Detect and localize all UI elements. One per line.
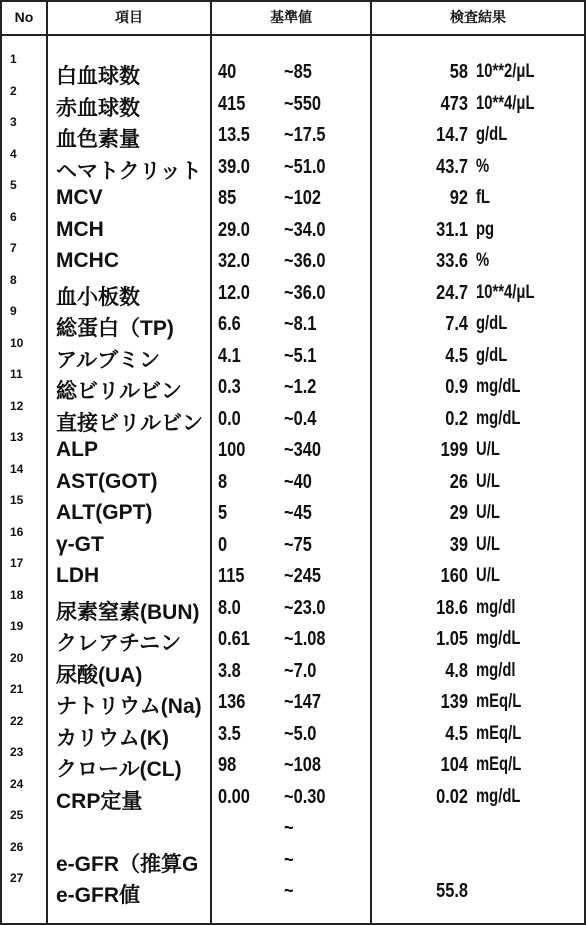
row-number: 27 — [10, 871, 24, 885]
reference-high: ~34.0 — [284, 218, 326, 241]
result-unit: 10**2/μL — [476, 61, 535, 82]
result-value: 55.8 — [436, 880, 468, 902]
row-number: 22 — [10, 713, 24, 728]
row-number: 21 — [10, 682, 24, 696]
reference-low: 6.6 — [218, 313, 241, 335]
test-item-name: ALP — [56, 438, 98, 461]
reference-low: 8.0 — [218, 596, 241, 619]
table-row — [0, 650, 586, 689]
test-item-name: 尿素窒素(BUN) — [56, 600, 200, 624]
reference-low: 415 — [218, 92, 246, 115]
result-value: 26 — [449, 470, 468, 493]
row-number: 25 — [10, 808, 24, 822]
result-value: 7.4 — [445, 313, 468, 335]
table-row — [0, 745, 586, 783]
test-item-name: アルブミン — [56, 348, 161, 372]
table-row — [0, 272, 586, 311]
reference-high: ~ — [284, 880, 294, 902]
row-number: 20 — [10, 650, 24, 665]
result-value: 0.2 — [445, 407, 468, 430]
reference-low: 0 — [218, 533, 228, 556]
header-no: No — [14, 9, 34, 25]
table-row — [0, 241, 586, 279]
row-number: 12 — [10, 398, 24, 413]
table-row — [0, 839, 586, 878]
result-unit: 10**4/μL — [476, 281, 535, 303]
reference-low: 4.1 — [218, 344, 241, 367]
header-divider — [0, 34, 586, 36]
table-row — [0, 524, 586, 563]
row-number: 3 — [10, 115, 17, 129]
test-item-name: CRP定量 — [56, 789, 143, 813]
table-row — [0, 178, 586, 216]
row-number: 23 — [10, 745, 24, 759]
test-item-name: LDH — [56, 564, 100, 587]
test-item-name: ナトリウム(Na) — [56, 695, 202, 718]
reference-low: 98 — [218, 754, 237, 776]
reference-low: 3.5 — [218, 722, 241, 745]
result-unit: g/dL — [476, 124, 508, 145]
result-unit: U/L — [476, 470, 500, 492]
test-item-name: クロール(CL) — [56, 758, 182, 781]
reference-high: ~75 — [284, 533, 312, 556]
row-number: 5 — [10, 178, 17, 192]
test-item-name: e-GFR値 — [56, 884, 140, 907]
row-number: 4 — [10, 146, 17, 161]
table-row — [0, 619, 586, 657]
result-unit: fL — [476, 187, 490, 208]
result-value: 39 — [449, 533, 468, 556]
result-unit: % — [476, 250, 490, 271]
table-row — [0, 461, 586, 500]
reference-low: 0.61 — [218, 628, 250, 650]
table-row — [0, 335, 586, 374]
test-item-name: ALT(GPT) — [56, 501, 153, 524]
result-value: 160 — [440, 565, 468, 587]
reference-high: ~17.5 — [284, 124, 326, 146]
result-value: 31.1 — [436, 218, 468, 241]
header-result: 検査結果 — [450, 9, 506, 25]
result-unit: U/L — [476, 502, 500, 523]
test-item-name: 総ビリルビン — [56, 380, 182, 403]
table-row — [0, 83, 586, 122]
reference-high: ~550 — [284, 92, 321, 115]
reference-high: ~7.0 — [284, 659, 317, 682]
row-number: 24 — [10, 776, 24, 791]
test-item-name: AST(GOT) — [56, 469, 158, 493]
result-unit: mg/dL — [476, 376, 521, 397]
test-item-name: 直接ビリルビン — [56, 411, 203, 435]
result-unit: 10**4/μL — [476, 92, 535, 114]
reference-high: ~102 — [284, 187, 321, 209]
reference-high: ~ — [284, 848, 294, 871]
header-reference: 基準値 — [270, 9, 312, 25]
reference-low: 3.8 — [218, 659, 241, 682]
reference-high: ~5.0 — [284, 722, 317, 745]
reference-high: ~0.4 — [284, 407, 317, 430]
table-row — [0, 556, 586, 594]
test-item-name: 血色素量 — [56, 128, 140, 151]
reference-low: 136 — [218, 691, 246, 713]
result-unit: mEq/L — [476, 754, 522, 775]
reference-low: 0.0 — [218, 407, 241, 430]
table-row — [0, 587, 586, 626]
row-number: 18 — [10, 587, 24, 602]
reference-high: ~23.0 — [284, 596, 326, 619]
result-value: 24.7 — [436, 281, 468, 304]
table-row — [0, 776, 586, 815]
result-unit: mg/dL — [476, 785, 521, 807]
table-row — [0, 713, 586, 752]
reference-low: 0.00 — [218, 785, 250, 808]
row-number: 26 — [10, 839, 24, 854]
row-number: 9 — [10, 304, 17, 318]
result-unit: U/L — [476, 439, 500, 460]
test-item-name: MCV — [56, 186, 103, 209]
reference-low: 13.5 — [218, 124, 250, 146]
reference-low: 115 — [218, 565, 245, 587]
result-value: 33.6 — [436, 250, 468, 272]
result-value: 0.9 — [445, 376, 468, 398]
test-item-name: 白血球数 — [56, 65, 140, 88]
reference-low: 0.3 — [218, 376, 241, 398]
row-number: 6 — [10, 209, 17, 224]
result-value: 473 — [440, 92, 468, 115]
result-unit: U/L — [476, 565, 500, 586]
reference-high: ~1.2 — [284, 376, 317, 398]
reference-high: ~245 — [284, 565, 321, 587]
result-unit: mg/dL — [476, 628, 521, 649]
reference-high: ~5.1 — [284, 344, 317, 367]
result-unit: mg/dl — [476, 659, 516, 681]
reference-high: ~108 — [284, 754, 321, 776]
result-value: 58 — [449, 61, 468, 83]
result-value: 92 — [449, 187, 468, 209]
result-value: 18.6 — [436, 596, 468, 619]
table-row — [0, 682, 586, 720]
reference-high: ~ — [284, 817, 294, 839]
row-number: 8 — [10, 272, 17, 287]
reference-low: 12.0 — [218, 281, 250, 304]
result-value: 4.8 — [445, 659, 468, 682]
result-unit: g/dL — [476, 344, 508, 366]
result-unit: mEq/L — [476, 691, 522, 712]
table-row — [0, 146, 586, 185]
result-value: 104 — [440, 754, 468, 776]
reference-high: ~51.0 — [284, 155, 326, 178]
row-number: 10 — [10, 335, 24, 350]
row-number: 1 — [10, 52, 17, 66]
result-value: 14.7 — [436, 124, 468, 146]
row-number: 17 — [10, 556, 24, 570]
reference-high: ~1.08 — [284, 628, 326, 650]
test-item-name: ヘマトクリット — [56, 159, 202, 183]
table-row — [0, 398, 586, 437]
result-unit: mg/dL — [476, 407, 521, 429]
result-value: 43.7 — [436, 155, 468, 178]
result-value: 199 — [440, 439, 468, 461]
reference-high: ~36.0 — [284, 281, 326, 304]
reference-low: 39.0 — [218, 155, 250, 178]
result-unit: pg — [476, 218, 495, 240]
row-number: 7 — [10, 241, 17, 255]
table-row — [0, 808, 586, 846]
reference-high: ~147 — [284, 691, 321, 713]
test-item-name: カリウム(K) — [56, 726, 169, 750]
result-value: 4.5 — [445, 722, 468, 745]
reference-high: ~0.30 — [284, 785, 326, 808]
reference-low: 100 — [218, 439, 246, 461]
reference-high: ~36.0 — [284, 250, 326, 272]
result-value: 1.05 — [436, 628, 468, 650]
reference-low: 85 — [218, 187, 237, 209]
result-value: 29 — [449, 502, 468, 524]
reference-high: ~40 — [284, 470, 312, 493]
result-value: 0.02 — [436, 785, 468, 808]
reference-low: 5 — [218, 502, 228, 524]
reference-low: 8 — [218, 470, 228, 493]
reference-high: ~340 — [284, 439, 321, 461]
table-row — [0, 115, 586, 153]
result-value: 139 — [440, 691, 468, 713]
reference-low: 40 — [218, 61, 237, 83]
reference-high: ~45 — [284, 502, 312, 524]
test-item-name: 血小板数 — [56, 285, 140, 309]
test-item-name: e-GFR（推算G — [56, 852, 199, 876]
test-item-name: MCHC — [56, 249, 119, 272]
result-unit: U/L — [476, 533, 500, 555]
row-number: 2 — [10, 83, 17, 98]
row-number: 11 — [10, 367, 23, 381]
test-item-name: 赤血球数 — [56, 96, 140, 120]
header-item: 項目 — [115, 9, 143, 25]
reference-low: 32.0 — [218, 250, 250, 272]
table-row — [0, 209, 586, 248]
row-number: 14 — [10, 461, 24, 476]
row-number: 13 — [10, 430, 24, 444]
reference-high: ~85 — [284, 61, 312, 83]
table-row — [0, 493, 586, 531]
reference-low: 29.0 — [218, 218, 250, 241]
result-unit: mEq/L — [476, 722, 522, 744]
row-number: 19 — [10, 619, 24, 633]
test-item-name: 総蛋白（TP) — [56, 317, 174, 340]
table-row — [0, 52, 586, 90]
result-unit: mg/dl — [476, 596, 516, 618]
row-number: 15 — [10, 493, 24, 507]
table-row — [0, 430, 586, 468]
result-unit: % — [476, 155, 490, 177]
test-item-name: MCH — [56, 217, 104, 241]
result-value: 4.5 — [445, 344, 468, 367]
test-item-name: クレアチニン — [56, 632, 182, 655]
table-row — [0, 367, 586, 405]
test-item-name: γ-GT — [56, 532, 104, 556]
result-unit: g/dL — [476, 313, 508, 334]
table-row — [0, 304, 586, 342]
reference-high: ~8.1 — [284, 313, 317, 335]
test-item-name: 尿酸(UA) — [56, 663, 143, 687]
table-row — [0, 871, 586, 909]
row-number: 16 — [10, 524, 24, 539]
